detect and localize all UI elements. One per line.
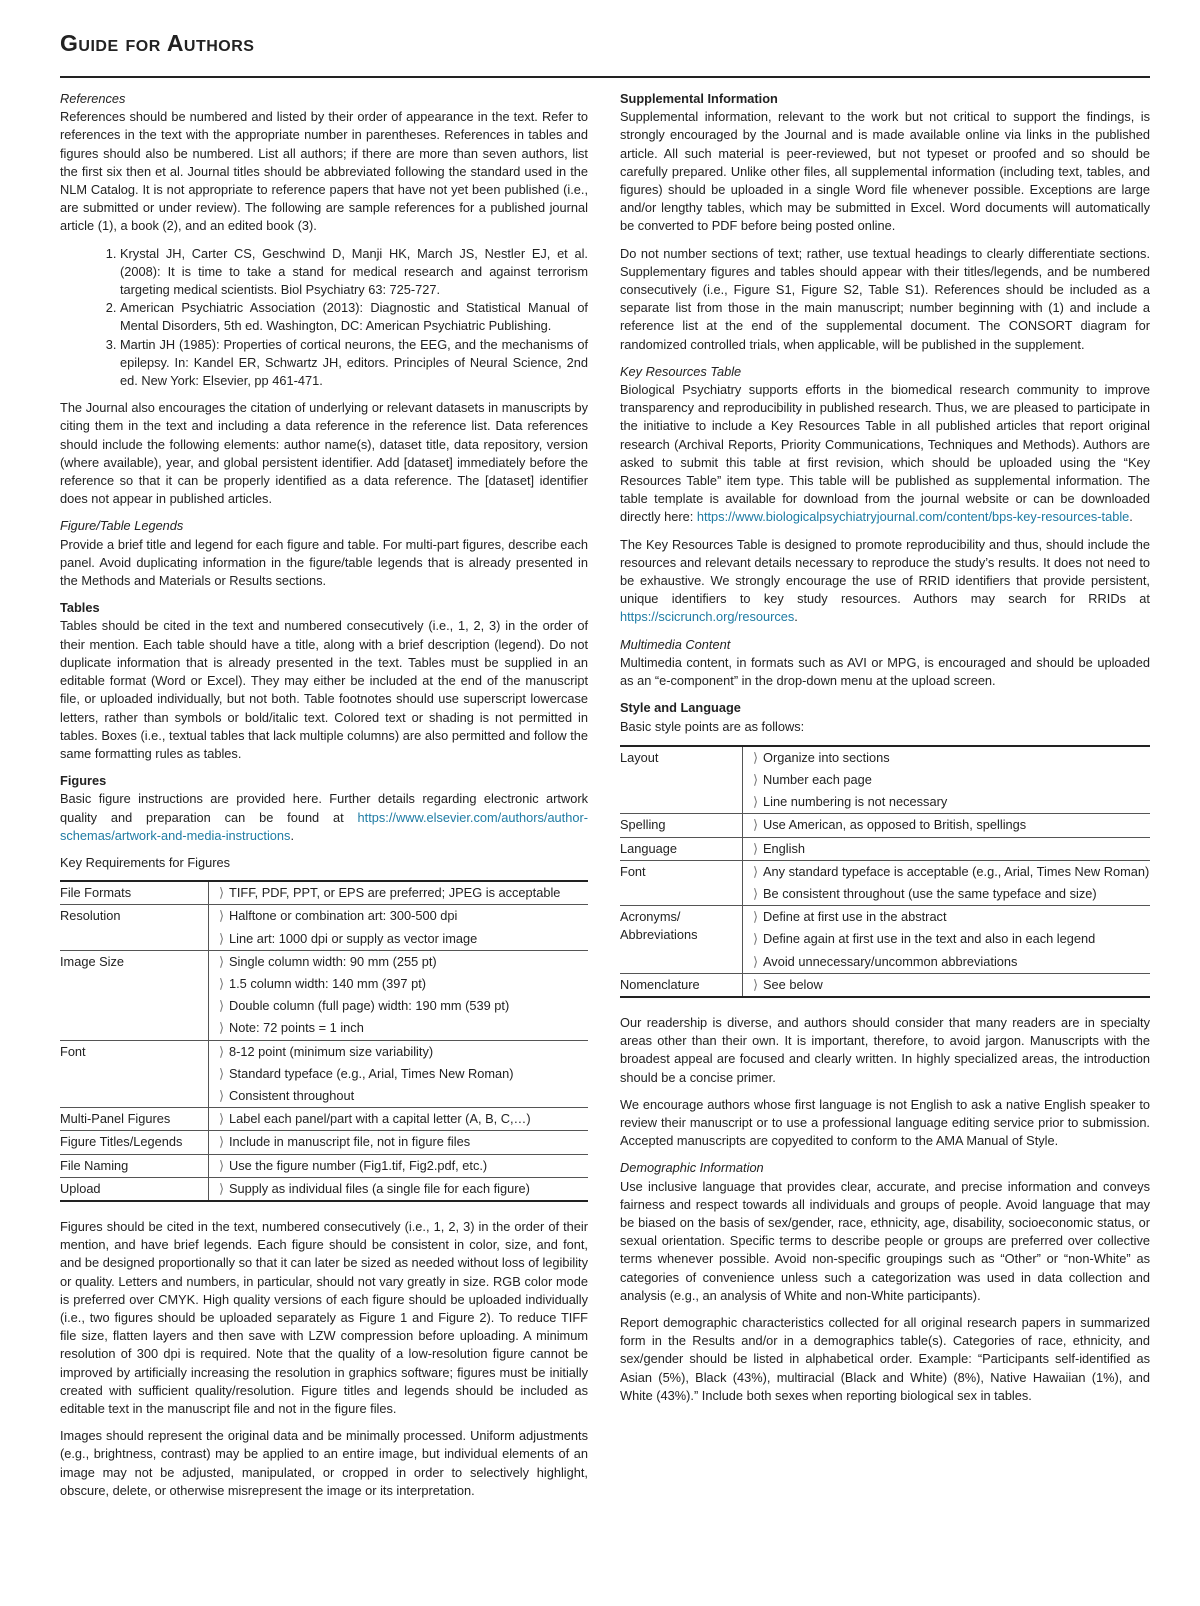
table-key-cell: Multi-Panel Figures: [60, 1108, 209, 1131]
figures-paragraph-2: Figures should be cited in the text, numbered consecutively (i.e., 1, 2, 3) in the order of their mention, and have brief legends. Each figure should be consistent in color, size, and font, and be designed proportionally so that it can later be sized as needed without loss of legibility or quality. Letters and numbers, in particular, should not vary greatly in size. RGB color mode is preferred over CMYK. High quality versions of each figure should be uploaded individually (i.e., two figures should be uploaded separately as Figure 1 and Figure 2). To reduce TIFF file size, flatten layers and then save with LZW compression before uploading. A minimum resolution of 300 dpi is required. Note that the quality of a low-resolution figure cannot be improved by artificially increasing the resolution in graphics software; figures must be initially created with sufficient quality/resolution. Figure titles and legends should be included as editable text in the manuscript file and not in the figure files.: [60, 1218, 588, 1416]
table-value-text: ⟩ Line art: 1000 dpi or supply as vector image: [219, 930, 588, 948]
title-rule: [60, 76, 1150, 78]
table-value-cell: [743, 837, 1151, 860]
table-value-text: ⟩ 1.5 column width: 140 mm (397 pt): [219, 975, 588, 993]
table-value-cell: [743, 791, 1151, 814]
table-row: [60, 950, 588, 973]
table-value-text: ⟩ Consistent throughout: [219, 1087, 588, 1105]
tables-paragraph: Tables should be cited in the text and numbered consecutively (i.e., 1, 2, 3) in the order of their mention. Each table should have a title, along with a brief description (legend). Do not duplicate information that is already presented in the text. Tables must be supplied in an editable format (Word or Excel). They may either be included at the end of the manuscript file, or uploaded individually, but not both. Table footnotes should use superscript lowercase letters, rather than symbols or bold/italic text. Colored text or shading is not permitted in tables. Boxes (i.e., textual tables that lack multiple columns) are also permitted and follow the same formatting rules as tables.: [60, 618, 588, 761]
tables-heading: Tables: [60, 600, 100, 616]
key-resources-link[interactable]: https://www.biologicalpsychiatryjournal.com/content/bps-key-resources-table: [696, 509, 1130, 525]
table-value-cell: [209, 1040, 589, 1063]
multimedia-heading: Multimedia Content: [620, 636, 731, 652]
reference-list: [60, 245, 588, 391]
style-intro: Basic style points are as follows:: [620, 718, 805, 734]
reference-item: 3. Martin JH (1985): Properties of cortical neurons, the EEG, and the mechanisms of epilepsy. In: Kandel ER, Schwartz JH, editors. Principles of Neural Science, 2nd ed. New York: Elsevier, pp 461-471.: [120, 336, 588, 391]
figures-intro-text: Basic figure instructions are provided here. Further details regarding electronic artwork quality and preparation can be found at: [60, 791, 588, 825]
datasets-paragraph: The Journal also encourages the citation of underlying or relevant datasets in manuscripts by citing them in the text and including a data reference in the reference list. Data references should include the following elements: author name(s), dataset title, data repository, version (where available), year, and global persistent identifier. Add [dataset] immediately before the reference so that it can be properly identified as a data reference. The [dataset] identifier does not appear in published articles.: [60, 400, 588, 507]
table-key-cell: Language: [620, 837, 743, 860]
table-key-cell: Figure Titles/Legends: [60, 1131, 209, 1154]
table-value-cell: [743, 951, 1151, 974]
figures-intro: [60, 790, 588, 845]
key-resources-heading: Key Resources Table: [620, 363, 742, 379]
key-resources-text-2: The Key Resources Table is designed to promote reproducibility and thus, should include the resources and relevant details necessary to reproduce the study’s results. It does not need to be exhaustive. We strongly encourage the use of RRID identifiers that provide persistent, unique identifiers to key study resources. Authors may search for RRIDs at: [620, 536, 1150, 607]
style-heading: Style and Language: [620, 700, 741, 716]
table-row: [620, 746, 1150, 769]
table-value-cell: [743, 883, 1151, 906]
table-key-cell: Layout: [620, 746, 743, 814]
table-row: [620, 837, 1150, 860]
table-value-text: ⟩ Supply as individual files (a single file for each figure): [219, 1180, 588, 1198]
table-value-text: ⟩ Standard typeface (e.g., Arial, Times New Roman): [219, 1065, 588, 1083]
demographic-paragraph-1: Use inclusive language that provides clear, accurate, and precise information and conveys fairness and respect towards all individuals and groups of people. Avoid language that may be biased on the basis of sex/gender, race, ethnicity, age, disability, socioeconomic status, or sexual orientation. Specific terms to describe people or groups are preferred over collective terms whenever possible. Avoid non-specific groupings such as “Other” or “non-White” as categories of convenience unless such a categorization was used in data collection and analysis (e.g., an analysis of White and non-White participants).: [620, 1178, 1150, 1303]
table-value-cell: [743, 973, 1151, 997]
table-value-cell: [743, 814, 1151, 837]
multimedia-paragraph: Multimedia content, in formats such as AVI or MPG, is encouraged and should be uploaded as an “e-component” in the drop-down menu at the upload screen.: [620, 654, 1150, 689]
table-key-cell: Resolution: [60, 905, 209, 950]
table-value-text: ⟩ Any standard typeface is acceptable (e.g., Arial, Times New Roman): [753, 863, 1150, 881]
table-value-text: ⟩ Be consistent throughout (use the same typeface and size): [753, 885, 1150, 903]
table-value-cell: [209, 973, 589, 995]
table-value-cell: [209, 1108, 589, 1131]
table-key-cell: Image Size: [60, 950, 209, 1040]
demographic-paragraph-2: Report demographic characteristics collected for all original research papers in summarized form in the Results and/or in a demographics table(s). Categories of race, ethnicity, and sex/gender should be listed in alphabetical order. Example: “Participants self-identified as Asian (5%), Black (43%), multiracial (Black and White) (8%), Native Hawaiian (1%), and White (43%).” Include both sexes when reporting biological sex in tables.: [620, 1314, 1150, 1403]
table-key-cell: Spelling: [620, 814, 743, 837]
table-value-text: ⟩ Double column (full page) width: 190 mm (539 pt): [219, 997, 588, 1015]
key-resources-text: Biological Psychiatry supports efforts in the biomedical research community to improve transparency and reproducibility in published research. Thus, we are pleased to participate in the initiative to include a Key Resources Table in all published articles that report original research (Archival Reports, Priority Communications, Techniques and Methods). Authors are asked to submit this table at first revision, which should be uploaded using the “Key Resources Table” item type. This table will be published as supplemental information. The table template is available for download from the journal website or can be downloaded directly here:: [620, 382, 1150, 525]
table-value-cell: [743, 860, 1151, 883]
right-column: [620, 90, 1150, 1414]
table-value-text: ⟩ Number each page: [753, 771, 1150, 789]
table-value-cell: [743, 746, 1151, 769]
supplemental-paragraph-1: Supplemental information, relevant to the work but not critical to support the findings, is strongly encouraged by the Journal and is made available online via links in the published article. All such material is peer-reviewed, but not typeset or proofed and so should be carefully prepared. Unlike other files, all supplemental information (including text, tables, and figures) should be uploaded in a single Word file whenever possible. Exceptions are large and/or lengthy tables, which may be submitted in Excel. Word documents will automatically be converted to PDF before being posted online.: [620, 109, 1150, 234]
table-key-cell: Nomenclature: [620, 973, 743, 997]
table-value-cell: [743, 928, 1151, 950]
reference-item: 2. American Psychiatric Association (2013): Diagnostic and Statistical Manual of Mental Disorders, 5th ed. Washington, DC: American Psychiatric Publishing.: [120, 299, 588, 335]
table-row: [620, 814, 1150, 837]
table-key-cell: Acronyms/ Abbreviations: [620, 906, 743, 974]
table-row: [60, 1154, 588, 1177]
table-value-cell: [743, 906, 1151, 929]
table-key-cell: Font: [60, 1040, 209, 1108]
legends-paragraph: Provide a brief title and legend for each figure and table. For multi-part figures, describe each panel. Avoid duplicating information in the figure/table legends that is already presented in the Methods and Materials or Results sections.: [60, 536, 588, 589]
table-value-cell: [209, 1177, 589, 1201]
table-value-text: ⟩ Halftone or combination art: 300-500 dpi: [219, 907, 588, 925]
table-value-text: ⟩ Single column width: 90 mm (255 pt): [219, 953, 588, 971]
table-value-cell: [209, 1154, 589, 1177]
table-value-text: ⟩ TIFF, PDF, PPT, or EPS are preferred; JPEG is acceptable: [219, 884, 588, 902]
table-value-cell: [743, 769, 1151, 791]
table-key-cell: Upload: [60, 1177, 209, 1201]
table-row: [620, 906, 1150, 929]
table-value-cell: [209, 950, 589, 973]
supplemental-paragraph-2: Do not number sections of text; rather, use textual headings to clearly differentiate sections. Supplementary figures and tables should appear with their titles/legends, and be numbered consecutively (i.e., Figure S1, Figure S2, Table S1). References should be included as a separate list from those in the main manuscript; number beginning with (1) and include a reference list at the end of the supplemental document. The CONSORT diagram for randomized controlled trials, when applicable, will be published in the supplement.: [620, 245, 1150, 352]
figure-requirements-table: [60, 880, 588, 1202]
table-value-text: ⟩ Label each panel/part with a capital letter (A, B, C,…): [219, 1110, 588, 1128]
table-value-cell: [209, 1017, 589, 1040]
figures-intro-end: .: [290, 827, 294, 843]
scicrunch-link[interactable]: https://scicrunch.org/resources: [620, 609, 795, 625]
table-row: [60, 1108, 588, 1131]
table-value-cell: [209, 995, 589, 1017]
table-row: [60, 881, 588, 905]
table-value-cell: [209, 1063, 589, 1085]
table-key-cell: File Naming: [60, 1154, 209, 1177]
page-title: Guide for Authors: [60, 30, 255, 56]
key-resources-paragraph-2: The Key Resources Table is designed to promote reproducibility and thus, should include the resources and relevant details necessary to reproduce the study’s results. It does not need to be exhaustive. We strongly encourage the use of RRID identifiers that provide persistent, unique identifiers to key study resources. Authors may search for RRIDs at https://scicrunch.org/resources.: [620, 536, 1150, 625]
table-value-text: ⟩ See below: [753, 976, 1150, 994]
table-value-text: ⟩ English: [753, 840, 1150, 858]
table-row: [60, 905, 588, 928]
table-row: [60, 1177, 588, 1201]
table-row: [60, 1131, 588, 1154]
table-value-text: ⟩ Define again at first use in the text and also in each legend: [753, 930, 1150, 948]
style-paragraph-2: We encourage authors whose first language is not English to ask a native English speaker to review their manuscript or to use a professional language editing service prior to submission. Accepted manuscripts are copyedited to conform to the AMA Manual of Style.: [620, 1096, 1150, 1149]
table-key-cell: File Formats: [60, 881, 209, 905]
table-value-text: ⟩ Use the figure number (Fig1.tif, Fig2.pdf, etc.): [219, 1157, 588, 1175]
requirements-caption: Key Requirements for Figures: [60, 854, 230, 870]
table-value-cell: [209, 1085, 589, 1108]
table-value-text: ⟩ Include in manuscript file, not in figure files: [219, 1133, 588, 1151]
style-paragraph-1: Our readership is diverse, and authors should consider that many readers are in specialty areas other than their own. It is important, therefore, to avoid jargon. Manuscripts with the broadest appeal are focused and clearly written. In highly specialized areas, the introduction should be a concise primer.: [620, 1014, 1150, 1085]
table-value-text: ⟩ Avoid unnecessary/uncommon abbreviations: [753, 953, 1150, 971]
table-row: [60, 1040, 588, 1063]
demographic-heading: Demographic Information: [620, 1160, 764, 1176]
elsevier-artwork-link[interactable]: https://www.elsevier.com/authors/author-schemas/artwork-and-media-instructions: [60, 809, 588, 843]
figures-paragraph-3: Images should represent the original data and be minimally processed. Uniform adjustments (e.g., brightness, contrast) may be applied to an entire image, but individual elements of an image may not be adjusted, manipulated, or cropped in order to selectively highlight, obscure, delete, or otherwise misrepresent the image or its interpretation.: [60, 1428, 588, 1498]
table-value-text: ⟩ Line numbering is not necessary: [753, 793, 1150, 811]
table-value-text: ⟩ Organize into sections: [753, 749, 1150, 767]
table-value-text: ⟩ Use American, as opposed to British, spellings: [753, 816, 1150, 834]
figures-heading: Figures: [60, 773, 107, 789]
table-value-cell: [209, 1131, 589, 1154]
table-value-text: ⟩ Define at first use in the abstract: [753, 908, 1150, 926]
table-key-cell: Font: [620, 860, 743, 905]
references-heading: References: [60, 91, 126, 106]
legends-heading: Figure/Table Legends: [60, 518, 184, 534]
table-value-text: ⟩ 8-12 point (minimum size variability): [219, 1043, 588, 1061]
table-row: [620, 973, 1150, 997]
supplemental-heading: Supplemental Information: [620, 91, 778, 106]
table-value-cell: [209, 928, 589, 951]
left-column: [60, 90, 588, 1509]
style-table: [620, 745, 1150, 998]
table-row: [620, 860, 1150, 883]
reference-item: 1. Krystal JH, Carter CS, Geschwind D, Manji HK, March JS, Nestler EJ, et al. (2008): It is time to take a stand for medical research and against terrorism targeting medical scientists. Biol Psychiatry 63: 725-727.: [120, 245, 588, 300]
table-value-cell: [209, 881, 589, 905]
references-paragraph: References should be numbered and listed by their order of appearance in the text. Refer to references in the text with the appropriate number in parentheses. References in tables and figures should also be numbered. List all authors; if there are more than seven authors, list the first six then et al. Journal titles should be abbreviated following the standard used in the NLM Catalog. It is not appropriate to reference papers that have not yet been published (i.e., are submitted or under review). The following are sample references for a published journal article (1), a book (2), and an edited book (3).: [60, 109, 588, 234]
key-resources-paragraph-1: Biological Psychiatry supports efforts in the biomedical research community to improve transparency and reproducibility in published research. Thus, we are pleased to participate in the initiative to include a Key Resources Table in all published articles that report original research (Archival Reports, Priority Communications, Techniques and Methods). Authors are asked to submit this table at first revision, which should be uploaded using the “Key Resources Table” item type. This table will be published as supplemental information. The table template is available for download from the journal website or can be downloaded directly here: https://www.biologicalpsychiatryjournal.com/content/bps-key-resources-table.: [620, 382, 1150, 525]
table-value-cell: [209, 905, 589, 928]
table-value-text: ⟩ Note: 72 points = 1 inch: [219, 1019, 588, 1037]
